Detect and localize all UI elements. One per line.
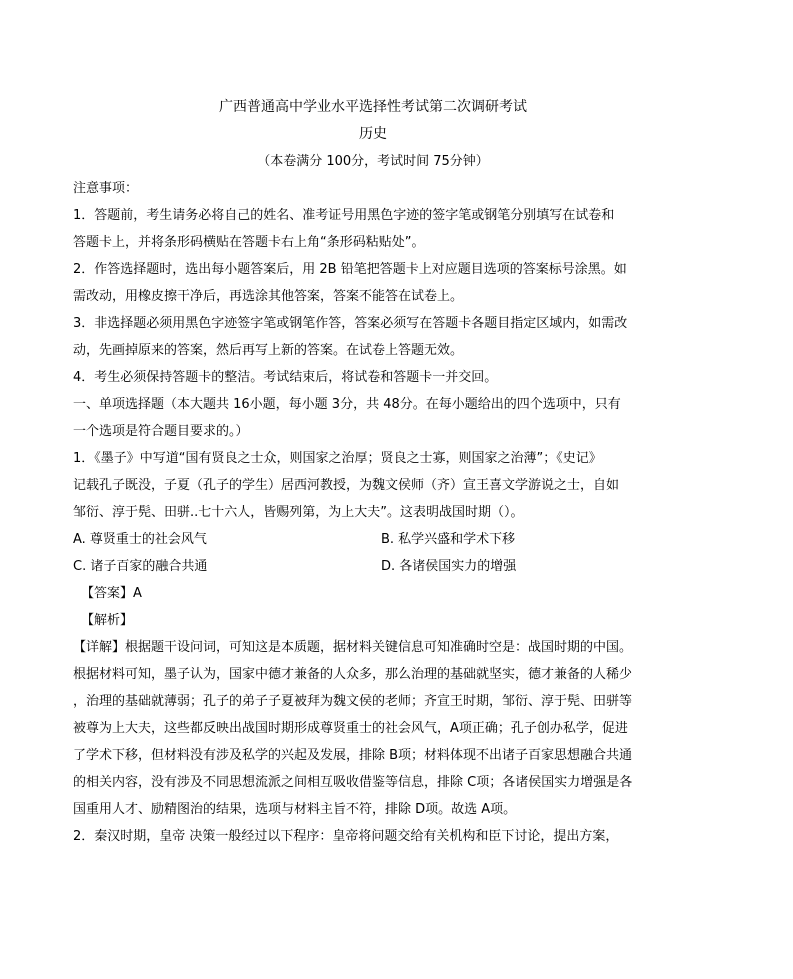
option-a: A. 尊贤重士的社会风气 [73, 532, 207, 547]
section-heading: 一个选项是符合题目要求的。） [73, 424, 249, 439]
question-2-stem: 2．秦汉时期，皇帝 决策一般经过以下程序：皇帝将问题交给有关机构和臣下讨论，提出方案， [73, 829, 619, 844]
question-1-options-row [73, 553, 673, 580]
answer-label: 【答案】A [81, 586, 142, 601]
question-1-stem: 1．《墨子》中写道“国有贤良之士众，则国家之治厚；贤良之士寡，则国家之治薄”；《史记》 [73, 451, 602, 466]
analysis-detail: 被尊为上大夫，这些都反映出战国时期形成尊贤重士的社会风气，A项正确；孔子创办私学，促进 [73, 721, 628, 736]
notes-line: 4．考生必须保持答题卡的整洁。考试结束后，将试卷和答题卡一并交回。 [73, 370, 498, 385]
notes-line: 2．作答选择题时，选出每小题答案后，用 2B 铅笔把答题卡上对应题目选项的答案标号涂黑。如 [73, 262, 627, 277]
exam-title: 广西普通高中学业水平选择性考试第二次调研考试 [219, 99, 527, 115]
score-note: （本卷满分 100分，考试时间 75分钟） [257, 154, 489, 169]
notes-heading: 注意事项： [73, 181, 139, 196]
question-1-stem: 记载孔子既没，子夏（孔子的学生）居西河教授，为魏文侯师（齐）宣王喜文学游说之士，自如 [73, 478, 620, 493]
option-c: C. 诸子百家的融合共通 [73, 559, 208, 574]
analysis-detail: 根据材料可知，墨子认为，国家中德才兼备的人众多，那么治理的基础就坚实，德才兼备的人稀少 [73, 667, 633, 682]
question-1-stem: 邹衍、淳于髡、田骈..七十六人，皆赐列第，为上大夫”。这表明战国时期（）。 [73, 505, 524, 520]
exam-subject: 历史 [359, 126, 387, 142]
analysis-detail: 的相关内容，没有涉及不同思想流派之间相互吸收借鉴等信息，排除 C项；各诸侯国实力增强是各 [73, 775, 633, 790]
option-d: D. 各诸侯国实力的增强 [381, 559, 517, 574]
section-heading: 一、单项选择题（本大题共 16小题，每小题 3分，共 48分。在每小题给出的四个选项中，只有 [73, 397, 621, 412]
analysis-label: 【解析】 [81, 613, 134, 628]
analysis-detail: 了学术下移，但材料没有涉及私学的兴起及发展，排除 B项；材料体现不出诸子百家思想融合共通 [73, 748, 633, 763]
question-1-options-row [73, 526, 673, 553]
analysis-detail: 【详解】根据题干设问词，可知这是本质题，据材料关键信息可知准确时空是：战国时期的中国。 [73, 640, 633, 655]
analysis-detail: ，治理的基础就薄弱；孔子的弟子子夏被拜为魏文侯的老师；齐宣王时期，邹衍、淳于髡、田骈等 [73, 694, 633, 709]
notes-line: 答题卡上，并将条形码横贴在答题卡右上角“条形码粘贴处”。 [73, 235, 425, 250]
document-page [73, 90, 673, 850]
notes-line: 3．非选择题必须用黑色字迹签字笔或钢笔作答，答案必须写在答题卡各题目指定区域内，如需改 [73, 316, 628, 331]
notes-line: 动，先画掉原来的答案，然后再写上新的答案。在试卷上答题无效。 [73, 343, 464, 358]
option-b: B. 私学兴盛和学术下移 [381, 532, 516, 547]
analysis-detail: 国重用人才、励精图治的结果，选项与材料主旨不符，排除 D项。故选 A项。 [73, 802, 517, 817]
notes-line: 1．答题前，考生请务必将自己的姓名、准考证号用黑色字迹的签字笔或钢笔分别填写在试卷和 [73, 208, 615, 223]
notes-line: 需改动，用橡皮擦干净后，再选涂其他答案，答案不能答在试卷上。 [73, 289, 464, 304]
